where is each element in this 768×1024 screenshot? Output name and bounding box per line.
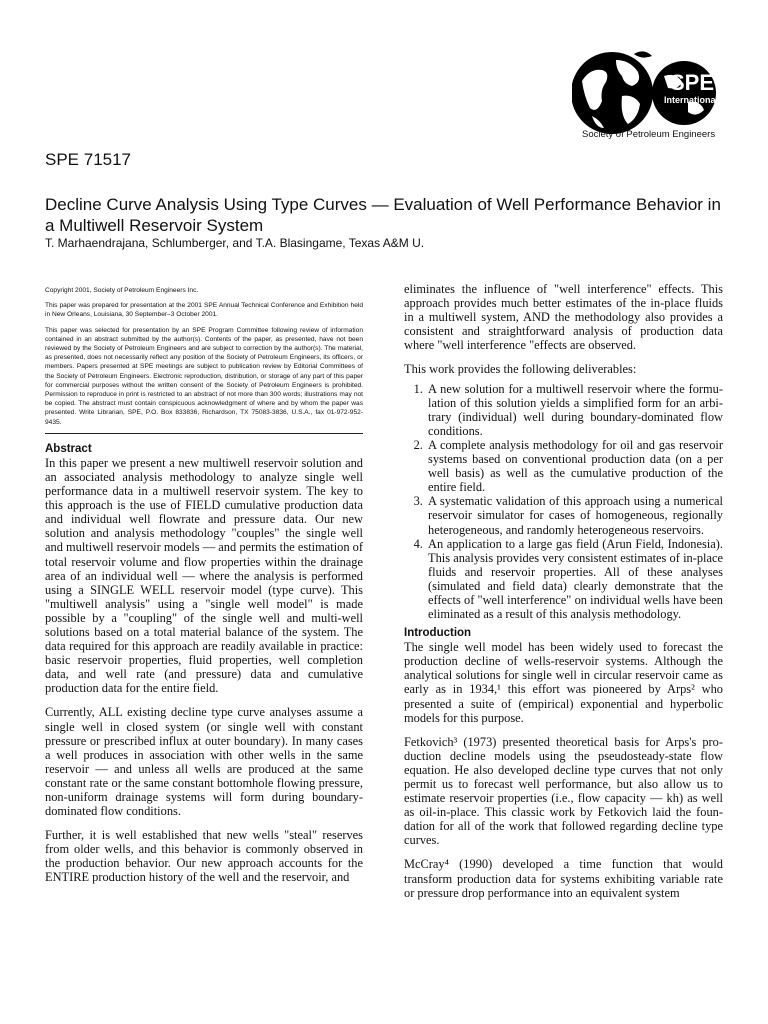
presentation-notice: This paper was prepared for presentation at the 2001 SPE Annual Technical Conference and Exhibition held in New Orleans, Louisiana, 30 September–3 October 2001.	[45, 302, 363, 319]
introduction-paragraph-3: McCray⁴ (1990) developed a time function that would transform production data for systems exhibiting variable rate or pressure drop performance into an equivalent system	[404, 857, 723, 900]
logo-caption: Society of Petroleum Engineers	[582, 129, 716, 140]
selection-notice: This paper was selected for presentation by an SPE Program Committee following review of information contained in an abstract submitted by the author(s). Contents of the paper, as presented, have not been reviewed by the Society of Petroleum Engineers and are subject to correction by the author(s). The material, as presented, does not necessarily reflect any position of the Society of Petroleum Engineers, its officers, or members. Papers presented at SPE meetings are subject to publication review by Editorial Committees of the Society of Petroleum Engineers. Electronic reproduction, distribution, or storage of any part of this paper for commercial purposes without the written consent of the Society of Petroleum Engineers is prohibited. Permission to reproduce in print is restricted to an abstract of not more than 300 words; illustrations may not be copied. The abstract must contain conspicuous acknowledgment of where and by whom the paper was presented. Write Librarian, SPE, P.O. Box 833836, Richardson, TX 75083-3836, U.S.A., fax 01-972-952-9435.	[45, 326, 363, 426]
logo-brand: SPE	[670, 70, 715, 95]
paper-title: Decline Curve Analysis Using Type Curves — Evaluation of Well Performance Behavior in a Multiwell Reservoir System	[45, 195, 721, 235]
deliverables-intro: This work provides the following deliverables:	[404, 362, 637, 377]
introduction-paragraph-1: The single well model has been widely used to forecast the production decline of wells-reservoir systems. Although the analytical solutions for single well in circular reservoir came as early as in 1934,¹ this effort was pioneered by Arps² who presented a suite of (empirical) exponential and hyperbolic models for this purpose.	[404, 640, 723, 725]
paper-number: SPE 71517	[45, 150, 132, 169]
deliverable-item: 1. A new solution for a multiwell reservoir where the formu-lation of this solution yields a simplified form for an arbi-trary (individual) well during boundary-dominated flow conditions.	[426, 382, 723, 438]
deliverable-item: 2. A complete analysis methodology for oil and gas reservoir systems based on conventional production data (on a per well basis) as well as the cumulative production of the entire field.	[426, 438, 723, 494]
abstract-paragraph-1: In this paper we present a new multiwell reservoir solution and an associated analysis methodology to analyze single well performance data in a multiwell reservoir system. The key to this approach is the use of FIELD cumulative production data and individual well flowrate and pressure data. Our new solution and analysis methodology "couples" the single well and multiwell reservoir models — and permits the estimation of total reservoir volume and flow properties within the drainage area of an individual well — where the analysis is performed using a SINGLE WELL reservoir model (type curve). This "multiwell analysis" using a "single well model" is made possible by a "coupling" of the single well and multi-well solutions based on a total material balance of the system. The data required for this approach are readily available in practice: basic reservoir properties, fluid properties, well completion data, and well rate (and pressure) data and cumulative production data for the entire field.	[45, 455, 363, 696]
abstract-heading: Abstract	[45, 442, 92, 455]
deliverable-item: 4. An application to a large gas field (Arun Field, Indonesia). This analysis provides very consistent estimates of in-place fluids and reservoir properties. All of these analyses (simulated and field data) clearly demonstrate that the effects of "well interference" on individual wells have been eliminated as a result of this analysis methodology.	[426, 537, 723, 622]
abstract-paragraph-4: eliminates the influence of "well interference" effects. This approach provides much better estimates of the in-place fluids in a multiwell system, AND the methodology also provides a consistent and straightforward analysis of production data where "well interference "effects are observed.	[404, 282, 723, 353]
copyright-divider	[45, 433, 363, 434]
paper-authors: T. Marhaendrajana, Schlumberger, and T.A. Blasingame, Texas A&M U.	[45, 236, 425, 250]
right-column	[404, 282, 723, 910]
deliverables-list	[404, 382, 723, 622]
left-column	[45, 286, 363, 895]
copyright-line: Copyright 2001, Society of Petroleum Engineers Inc.	[45, 287, 199, 294]
deliverable-item: 3. A systematic validation of this approach using a numerical reservoir simulator for cases of homogeneous, regionally heterogeneous, and randomly heterogeneous reservoirs.	[426, 494, 723, 536]
introduction-paragraph-2: Fetkovich³ (1973) presented theoretical basis for Arps's pro-duction decline models using the pseudosteady-state flow equation. He also developed decline type curves that not only permit us to forecast well performance, but also allow us to estimate reservoir properties (i.e., flow capacity — kh) as well as oil-in-place. This classic work by Fetkovich laid the foun-dation for all of the work that followed regarding decline type curves.	[404, 734, 723, 848]
abstract-paragraph-3: Further, it is well established that new wells "steal" reserves from older wells, and this behavior is commonly observed in the production behavior. Our new approach accounts for the ENTIRE production history of the well and the reservoir, and	[45, 828, 363, 885]
abstract-paragraph-2: Currently, ALL existing decline type curve analyses assume a single well in closed system (or single well with constant pressure or prescribed influx at outer boundary). In many cases a well produces in association with other wells in the same reservoir — and unless all wells are produced at the same constant rate or the same constant bottomhole flowing pressure, non-uniform drainage systems will form during boundary-dominated flow conditions.	[45, 705, 363, 819]
logo-subtitle: International	[664, 95, 719, 105]
introduction-heading: Introduction	[404, 627, 472, 640]
